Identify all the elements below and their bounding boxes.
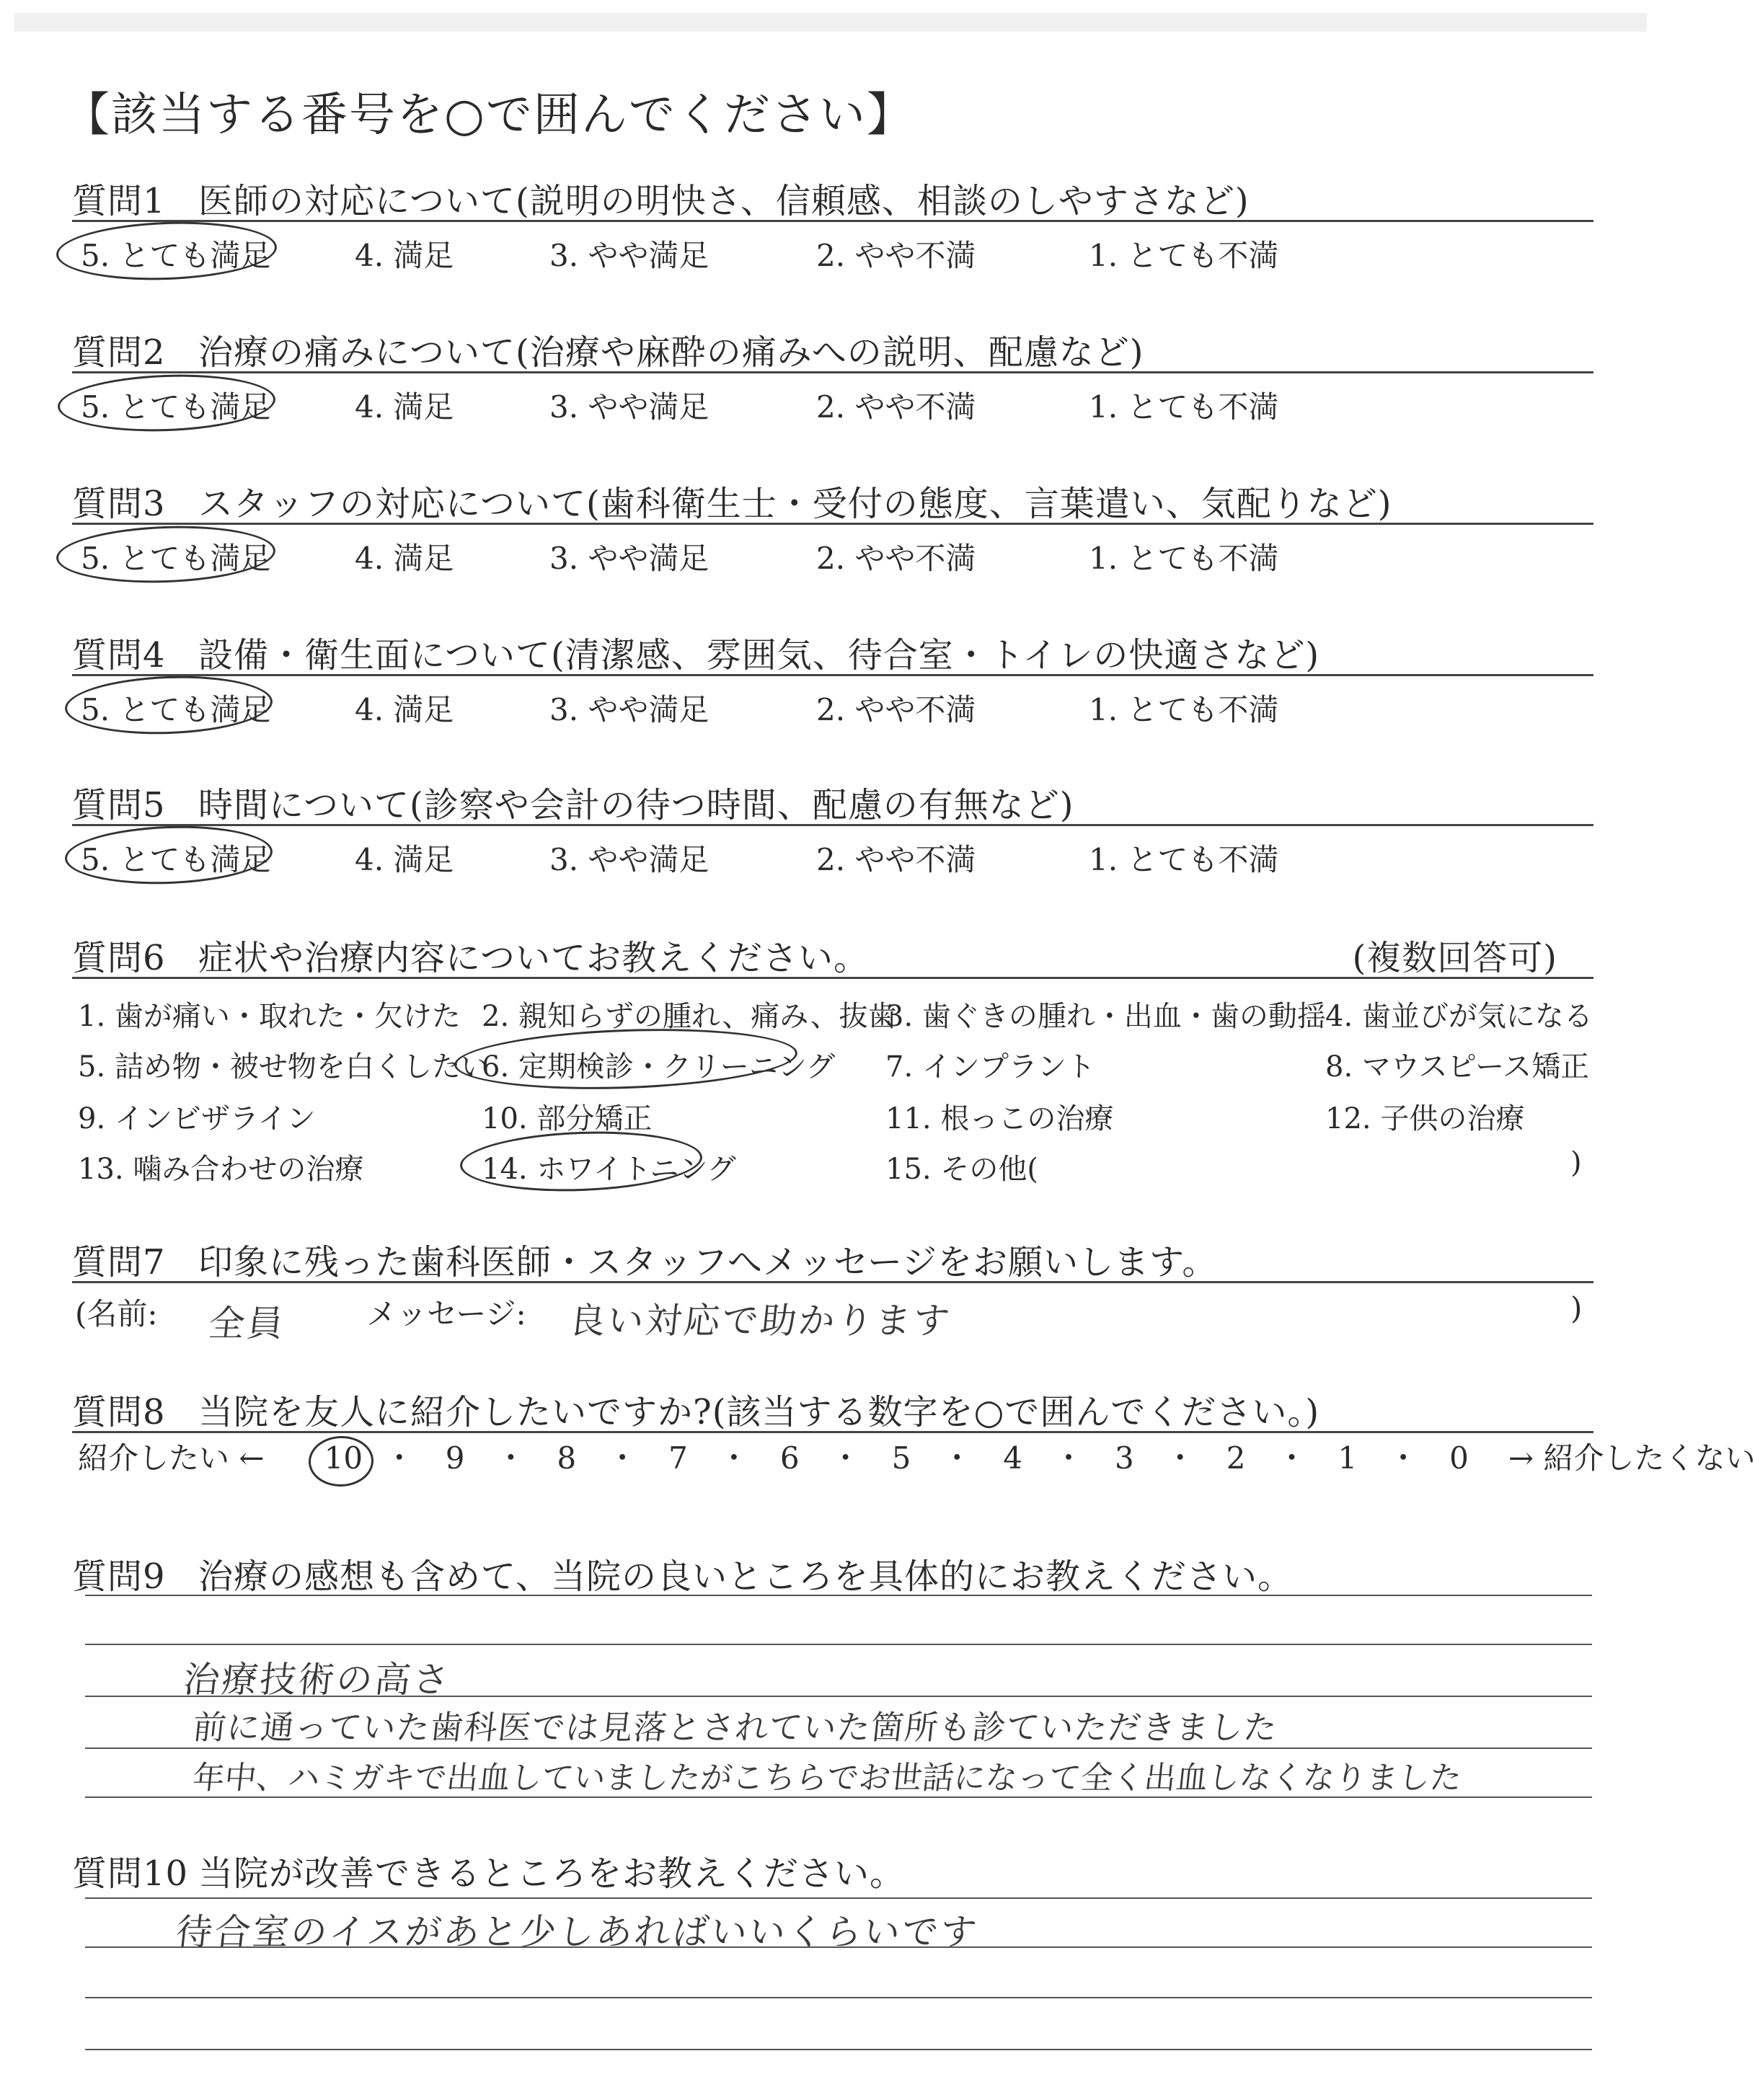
treatment-option[interactable]: 6. 定期検診・クリーニング bbox=[482, 1050, 836, 1084]
option-4[interactable]: 4. 満足 bbox=[355, 842, 454, 877]
scale-right-label: → 紹介したくない bbox=[1508, 1440, 1755, 1476]
question-6 bbox=[72, 930, 1593, 980]
option-2[interactable]: 2. やや不満 bbox=[816, 842, 976, 877]
option-3[interactable]: 3. やや満足 bbox=[549, 842, 709, 877]
scale-dot: ・ bbox=[495, 1440, 526, 1476]
question-7 bbox=[72, 1234, 1593, 1284]
treatment-option[interactable]: 13. 噛み合わせの治療 bbox=[78, 1153, 364, 1186]
multiple-answers-note: (複数回答可) bbox=[1352, 938, 1557, 978]
question-3 bbox=[72, 476, 1593, 526]
scale-value[interactable]: 0 bbox=[1449, 1440, 1469, 1476]
answer-handwritten-line[interactable]: 年中、ハミガキで出血していましたがこちらでお世話になって全く出血しなくなりました bbox=[190, 1760, 1464, 1796]
option-1[interactable]: 1. とても不満 bbox=[1089, 389, 1279, 425]
question-text: 当院を友人に紹介したいですか?(該当する数字を○で囲んでください。) bbox=[198, 1392, 1320, 1432]
treatment-option[interactable]: 4. 歯並びが気になる bbox=[1325, 1000, 1593, 1033]
other-close-paren: ) bbox=[1570, 1146, 1582, 1179]
name-label: (名前: bbox=[75, 1296, 158, 1332]
question-number: 質問2 bbox=[72, 332, 166, 373]
scale-value[interactable]: 10 bbox=[324, 1440, 363, 1476]
treatment-option[interactable]: 15. その他( bbox=[885, 1153, 1038, 1186]
option-2[interactable]: 2. やや不満 bbox=[816, 389, 976, 425]
option-2[interactable]: 2. やや不満 bbox=[816, 541, 976, 576]
option-5[interactable]: 5. とても満足 bbox=[81, 541, 271, 576]
scale-dot: ・ bbox=[384, 1440, 415, 1476]
question-text: 医師の対応について(説明の明快さ、信頼感、相談のしやすさなど) bbox=[198, 181, 1250, 221]
option-4[interactable]: 4. 満足 bbox=[355, 389, 454, 425]
treatment-option[interactable]: 7. インプラント bbox=[885, 1050, 1095, 1084]
option-3[interactable]: 3. やや満足 bbox=[549, 389, 709, 425]
question-4 bbox=[72, 627, 1593, 677]
treatment-option[interactable]: 3. 歯ぐきの腫れ・出血・歯の動揺 bbox=[885, 1000, 1326, 1033]
treatment-option[interactable]: 2. 親知らずの腫れ、痛み、抜歯 bbox=[482, 1000, 897, 1033]
scale-value[interactable]: 4 bbox=[1003, 1440, 1023, 1476]
treatment-option[interactable]: 9. インビザライン bbox=[78, 1102, 316, 1135]
question-rule bbox=[72, 824, 1593, 826]
question-number: 質問6 bbox=[72, 938, 166, 978]
option-5[interactable]: 5. とても満足 bbox=[81, 238, 271, 273]
scale-dot: ・ bbox=[942, 1440, 973, 1476]
scale-dot: ・ bbox=[830, 1440, 861, 1476]
option-5[interactable]: 5. とても満足 bbox=[81, 389, 271, 425]
question-number: 質問8 bbox=[72, 1392, 166, 1432]
question-number: 質問7 bbox=[72, 1242, 166, 1282]
treatment-option[interactable]: 11. 根っこの治療 bbox=[885, 1102, 1114, 1135]
question-text: 症状や治療内容についてお教えください。 bbox=[198, 938, 870, 978]
scale-value[interactable]: 3 bbox=[1115, 1440, 1134, 1476]
option-4[interactable]: 4. 満足 bbox=[355, 238, 454, 273]
treatment-option[interactable]: 8. マウスピース矯正 bbox=[1325, 1050, 1590, 1084]
question-text: 時間について(診察や会計の待つ時間、配慮の有無など) bbox=[198, 785, 1074, 825]
scale-dot: ・ bbox=[1164, 1440, 1195, 1476]
option-5[interactable]: 5. とても満足 bbox=[81, 842, 271, 877]
question-number: 質問1 bbox=[72, 181, 166, 221]
treatment-option[interactable]: 12. 子供の治療 bbox=[1325, 1102, 1525, 1135]
question-10 bbox=[72, 1846, 1593, 1895]
scale-left-label: 紹介したい ← bbox=[78, 1440, 265, 1476]
scale-value[interactable]: 8 bbox=[557, 1440, 577, 1476]
option-1[interactable]: 1. とても不満 bbox=[1089, 238, 1279, 273]
question-number: 質問9 bbox=[72, 1556, 166, 1597]
writing-line bbox=[85, 1595, 1592, 1596]
treatment-option[interactable]: 10. 部分矯正 bbox=[482, 1102, 653, 1135]
question-rule bbox=[72, 1281, 1593, 1283]
question-8 bbox=[72, 1384, 1593, 1434]
option-3[interactable]: 3. やや満足 bbox=[549, 238, 709, 273]
option-3[interactable]: 3. やや満足 bbox=[549, 692, 709, 727]
message-label: メッセージ: bbox=[366, 1296, 526, 1332]
scale-value[interactable]: 9 bbox=[445, 1440, 465, 1476]
scale-dot: ・ bbox=[1053, 1440, 1084, 1476]
scale-dot: ・ bbox=[1388, 1440, 1419, 1476]
scale-value[interactable]: 5 bbox=[891, 1440, 911, 1476]
scale-dot: ・ bbox=[1276, 1440, 1307, 1476]
option-3[interactable]: 3. やや満足 bbox=[549, 541, 709, 576]
message-close-paren: ) bbox=[1570, 1290, 1583, 1326]
question-number: 質問5 bbox=[72, 785, 166, 825]
option-4[interactable]: 4. 満足 bbox=[355, 541, 454, 576]
option-1[interactable]: 1. とても不満 bbox=[1089, 541, 1279, 576]
question-rule bbox=[72, 1431, 1593, 1433]
option-1[interactable]: 1. とても不満 bbox=[1089, 842, 1279, 877]
question-rule bbox=[72, 977, 1593, 979]
option-2[interactable]: 2. やや不満 bbox=[816, 238, 976, 273]
scale-value[interactable]: 1 bbox=[1338, 1440, 1358, 1476]
question-rule bbox=[72, 523, 1593, 525]
answer-handwritten-line[interactable]: 治療技術の高さ bbox=[181, 1659, 454, 1701]
scale-dot: ・ bbox=[718, 1440, 749, 1476]
question-rule bbox=[72, 371, 1593, 373]
question-number: 質問3 bbox=[72, 484, 166, 524]
question-9 bbox=[72, 1549, 1593, 1598]
answer-handwritten-line[interactable]: 待合室のイスがあと少しあればいいくらいです bbox=[174, 1911, 981, 1953]
option-2[interactable]: 2. やや不満 bbox=[816, 692, 976, 727]
treatment-option[interactable]: 14. ホワイトニング bbox=[482, 1153, 736, 1186]
option-5[interactable]: 5. とても満足 bbox=[81, 692, 271, 727]
question-5 bbox=[72, 777, 1593, 827]
scale-value[interactable]: 6 bbox=[779, 1440, 800, 1476]
question-number: 質問4 bbox=[72, 635, 166, 675]
message-handwritten[interactable]: 良い対応で助かります bbox=[567, 1300, 954, 1342]
name-handwritten[interactable]: 全員 bbox=[206, 1303, 288, 1344]
option-4[interactable]: 4. 満足 bbox=[355, 692, 454, 727]
question-rule bbox=[72, 220, 1593, 222]
question-rule bbox=[72, 674, 1593, 676]
question-text: 治療の感想も含めて、当院の良いところを具体的にお教えください。 bbox=[198, 1556, 1294, 1597]
writing-line bbox=[85, 2049, 1592, 2050]
question-text: 治療の痛みについて(治療や麻酔の痛みへの説明、配慮など) bbox=[198, 332, 1144, 373]
question-1 bbox=[72, 173, 1593, 223]
question-text: スタッフの対応について(歯科衛生士・受付の態度、言葉遣い、気配りなど) bbox=[198, 484, 1392, 524]
writing-line bbox=[85, 1644, 1592, 1645]
option-1[interactable]: 1. とても不満 bbox=[1089, 692, 1279, 727]
form-heading: 【該当する番号を○で囲んでください】 bbox=[63, 89, 914, 142]
scale-value[interactable]: 7 bbox=[668, 1440, 688, 1476]
treatment-option[interactable]: 5. 詰め物・被せ物を白くしたい bbox=[78, 1050, 490, 1084]
question-2 bbox=[72, 324, 1593, 374]
scale-dot: ・ bbox=[607, 1440, 638, 1476]
treatment-option[interactable]: 1. 歯が痛い・取れた・欠けた bbox=[78, 1000, 461, 1033]
answer-handwritten-line[interactable]: 前に通っていた歯科医では見落とされていた箇所も診ていただきました bbox=[190, 1708, 1280, 1747]
question-text: 印象に残った歯科医師・スタッフへメッセージをお願いします。 bbox=[198, 1242, 1218, 1282]
question-text: 設備・衛生面について(清潔感、雰囲気、待合室・トイレの快適さなど) bbox=[198, 635, 1320, 675]
writing-line bbox=[85, 1897, 1592, 1899]
writing-line bbox=[85, 1997, 1592, 1998]
scale-value[interactable]: 2 bbox=[1226, 1440, 1246, 1476]
question-text: 当院が改善できるところをお教えください。 bbox=[198, 1853, 906, 1894]
selection-circle bbox=[308, 1435, 374, 1487]
question-number: 質問10 bbox=[72, 1853, 189, 1894]
